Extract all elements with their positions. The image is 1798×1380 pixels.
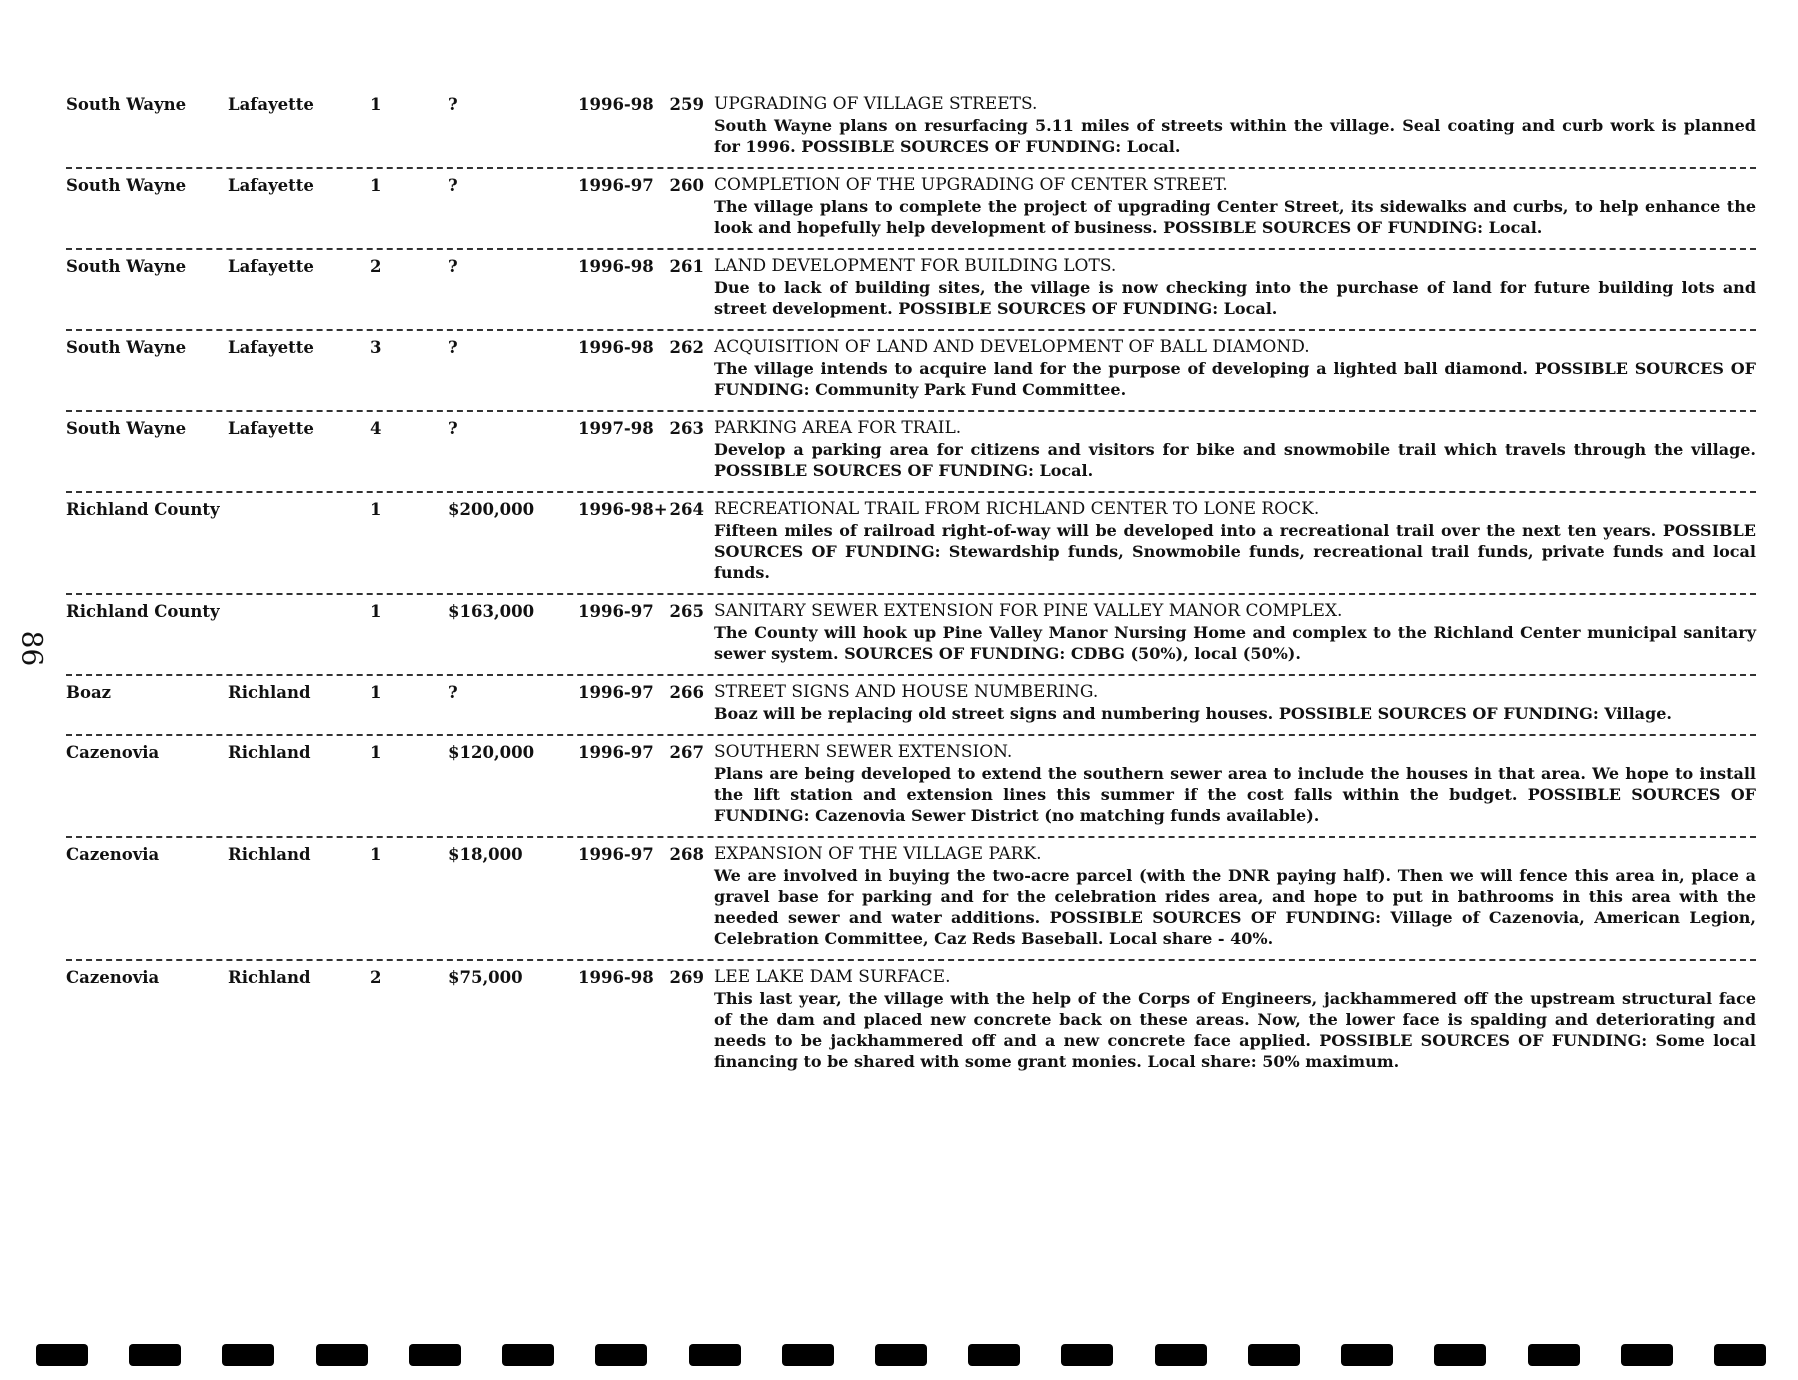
- cost: $120,000: [448, 743, 535, 762]
- years: 1996-98+: [578, 500, 668, 519]
- footer-bar: [782, 1344, 834, 1366]
- project-entry: [66, 88, 1756, 169]
- project-number: 263: [669, 419, 704, 438]
- municipality: Richland County: [66, 602, 220, 621]
- county: Richland: [228, 683, 311, 702]
- priority: 4: [370, 419, 382, 438]
- cost: ?: [448, 257, 458, 276]
- project-list: [66, 88, 1756, 1082]
- municipality: South Wayne: [66, 257, 187, 276]
- project-entry: [66, 736, 1756, 838]
- page-number: 86: [15, 630, 49, 667]
- footer-bar: [1248, 1344, 1300, 1366]
- county: Lafayette: [228, 95, 314, 114]
- project-number: 269: [669, 968, 704, 987]
- municipality: Cazenovia: [66, 845, 160, 864]
- project-entry: [66, 169, 1756, 250]
- project-title: LAND DEVELOPMENT FOR BUILDING LOTS.: [714, 256, 1117, 276]
- project-title: EXPANSION OF THE VILLAGE PARK.: [714, 844, 1042, 864]
- municipality: Cazenovia: [66, 968, 160, 987]
- footer-bar: [595, 1344, 647, 1366]
- municipality: Boaz: [66, 683, 112, 702]
- footer-bar: [875, 1344, 927, 1366]
- years: 1996-97: [578, 602, 654, 621]
- cost: $200,000: [448, 500, 535, 519]
- project-title: ACQUISITION OF LAND AND DEVELOPMENT OF BALL DIAMOND.: [714, 337, 1310, 357]
- project-title: RECREATIONAL TRAIL FROM RICHLAND CENTER TO LONE ROCK.: [714, 499, 1320, 519]
- project-description: [714, 601, 1756, 664]
- cost: $163,000: [448, 602, 535, 621]
- footer-bar-strip: [36, 1344, 1766, 1366]
- project-number: 267: [669, 743, 704, 762]
- project-number: 261: [669, 257, 704, 276]
- project-description: [714, 742, 1756, 826]
- municipality: South Wayne: [66, 338, 187, 357]
- project-number: 262: [669, 338, 704, 357]
- years: 1996-97: [578, 743, 654, 762]
- project-body: We are involved in buying the two-acre parcel (with the DNR paying half). Then we will fence this area in, place a gravel base for parking and for the celebration rides area, and hope to put in bathrooms in this area with the needed sewer and water additions. POSSIBLE SOURCES OF FUNDING: Village of Cazenovia, American Legion, Celebration Committee, Caz Reds Baseball. Local share - 40%.: [714, 866, 1756, 948]
- project-entry: [66, 838, 1756, 961]
- project-title: STREET SIGNS AND HOUSE NUMBERING.: [714, 682, 1099, 702]
- project-number: 266: [669, 683, 704, 702]
- cost: $75,000: [448, 968, 523, 987]
- footer-bar: [968, 1344, 1020, 1366]
- municipality: South Wayne: [66, 419, 187, 438]
- project-description: [714, 682, 1756, 724]
- priority: 1: [370, 743, 382, 762]
- priority: 1: [370, 176, 382, 195]
- project-description: [714, 499, 1756, 583]
- footer-bar: [222, 1344, 274, 1366]
- years: 1996-98: [578, 95, 654, 114]
- project-entry: [66, 412, 1756, 493]
- project-number: 268: [669, 845, 704, 864]
- project-title: SOUTHERN SEWER EXTENSION.: [714, 742, 1013, 762]
- years: 1996-98: [578, 968, 654, 987]
- project-body: The County will hook up Pine Valley Manor Nursing Home and complex to the Richland Center municipal sanitary sewer system. SOURCES OF FUNDING: CDBG (50%), local (50%).: [714, 623, 1756, 663]
- project-body: Plans are being developed to extend the southern sewer area to include the houses in that area. We hope to install the lift station and extension lines this summer if the cost falls within the budget. POSSIBLE SOURCES OF FUNDING: Cazenovia Sewer District (no matching funds available).: [714, 764, 1756, 825]
- municipality: South Wayne: [66, 176, 187, 195]
- county: Richland: [228, 845, 311, 864]
- footer-bar: [502, 1344, 554, 1366]
- footer-bar: [1341, 1344, 1393, 1366]
- priority: 1: [370, 845, 382, 864]
- project-body: Due to lack of building sites, the village is now checking into the purchase of land for future building lots and street development. POSSIBLE SOURCES OF FUNDING: Local.: [714, 278, 1756, 318]
- project-title: COMPLETION OF THE UPGRADING OF CENTER STREET.: [714, 175, 1228, 195]
- priority: 2: [370, 968, 382, 987]
- project-title: UPGRADING OF VILLAGE STREETS.: [714, 94, 1038, 114]
- project-body: This last year, the village with the help of the Corps of Engineers, jackhammered off the upstream structural face of the dam and placed new concrete back on these areas. Now, the lower face is spalding and deteriorating and needs to be jackhammered off and a new concrete face applied. POSSIBLE SOURCES OF FUNDING: Some local financing to be shared with some grant monies. Local share: 50% maximum.: [714, 989, 1756, 1071]
- priority: 1: [370, 95, 382, 114]
- footer-bar: [1061, 1344, 1113, 1366]
- priority: 1: [370, 500, 382, 519]
- project-description: [714, 256, 1756, 319]
- project-body: Develop a parking area for citizens and visitors for bike and snowmobile trail which travels through the village. POSSIBLE SOURCES OF FUNDING: Local.: [714, 440, 1756, 480]
- priority: 2: [370, 257, 382, 276]
- municipality: Richland County: [66, 500, 220, 519]
- county: Richland: [228, 743, 311, 762]
- municipality: South Wayne: [66, 95, 187, 114]
- project-title: LEE LAKE DAM SURFACE.: [714, 967, 951, 987]
- county: Lafayette: [228, 176, 314, 195]
- county: Lafayette: [228, 419, 314, 438]
- cost: ?: [448, 419, 458, 438]
- project-title: PARKING AREA FOR TRAIL.: [714, 418, 962, 438]
- project-body: The village plans to complete the project of upgrading Center Street, its sidewalks and curbs, to help enhance the look and hopefully help development of business. POSSIBLE SOURCES OF FUNDING: Local.: [714, 197, 1756, 237]
- project-entry: [66, 493, 1756, 595]
- years: 1996-98: [578, 338, 654, 357]
- project-number: 260: [669, 176, 704, 195]
- project-description: [714, 337, 1756, 400]
- project-description: [714, 418, 1756, 481]
- project-body: Fifteen miles of railroad right-of-way will be developed into a recreational trail over the next ten years. POSSIBLE SOURCES OF FUNDING: Stewardship funds, Snowmobile funds, recreational trail funds, private funds and local funds.: [714, 521, 1756, 582]
- priority: 3: [370, 338, 382, 357]
- cost: $18,000: [448, 845, 523, 864]
- project-entry: [66, 676, 1756, 736]
- cost: ?: [448, 338, 458, 357]
- footer-bar: [1528, 1344, 1580, 1366]
- priority: 1: [370, 602, 382, 621]
- years: 1996-97: [578, 683, 654, 702]
- county: Richland: [228, 968, 311, 987]
- project-body: South Wayne plans on resurfacing 5.11 miles of streets within the village. Seal coating and curb work is planned for 1996. POSSIBLE SOURCES OF FUNDING: Local.: [714, 116, 1756, 156]
- cost: ?: [448, 95, 458, 114]
- footer-bar: [409, 1344, 461, 1366]
- footer-bar: [1155, 1344, 1207, 1366]
- project-title: SANITARY SEWER EXTENSION FOR PINE VALLEY MANOR COMPLEX.: [714, 601, 1343, 621]
- project-number: 259: [669, 95, 704, 114]
- footer-bar: [129, 1344, 181, 1366]
- county: Lafayette: [228, 338, 314, 357]
- project-description: [714, 844, 1756, 949]
- project-description: [714, 94, 1756, 157]
- project-entry: [66, 331, 1756, 412]
- project-body: The village intends to acquire land for the purpose of developing a lighted ball diamond. POSSIBLE SOURCES OF FUNDING: Community Park Fund Committee.: [714, 359, 1756, 399]
- county: Lafayette: [228, 257, 314, 276]
- project-entry: [66, 961, 1756, 1082]
- years: 1996-98: [578, 257, 654, 276]
- municipality: Cazenovia: [66, 743, 160, 762]
- footer-bar: [316, 1344, 368, 1366]
- years: 1996-97: [578, 176, 654, 195]
- footer-bar: [1621, 1344, 1673, 1366]
- footer-bar: [689, 1344, 741, 1366]
- cost: ?: [448, 176, 458, 195]
- footer-bar: [1434, 1344, 1486, 1366]
- years: 1996-97: [578, 845, 654, 864]
- project-description: [714, 967, 1756, 1072]
- years: 1997-98: [578, 419, 654, 438]
- priority: 1: [370, 683, 382, 702]
- footer-bar: [36, 1344, 88, 1366]
- project-description: [714, 175, 1756, 238]
- project-number: 264: [669, 500, 704, 519]
- footer-bar: [1714, 1344, 1766, 1366]
- project-number: 265: [669, 602, 704, 621]
- project-entry: [66, 250, 1756, 331]
- project-entry: [66, 595, 1756, 676]
- project-body: Boaz will be replacing old street signs and numbering houses. POSSIBLE SOURCES OF FUNDING: Village.: [714, 704, 1672, 723]
- cost: ?: [448, 683, 458, 702]
